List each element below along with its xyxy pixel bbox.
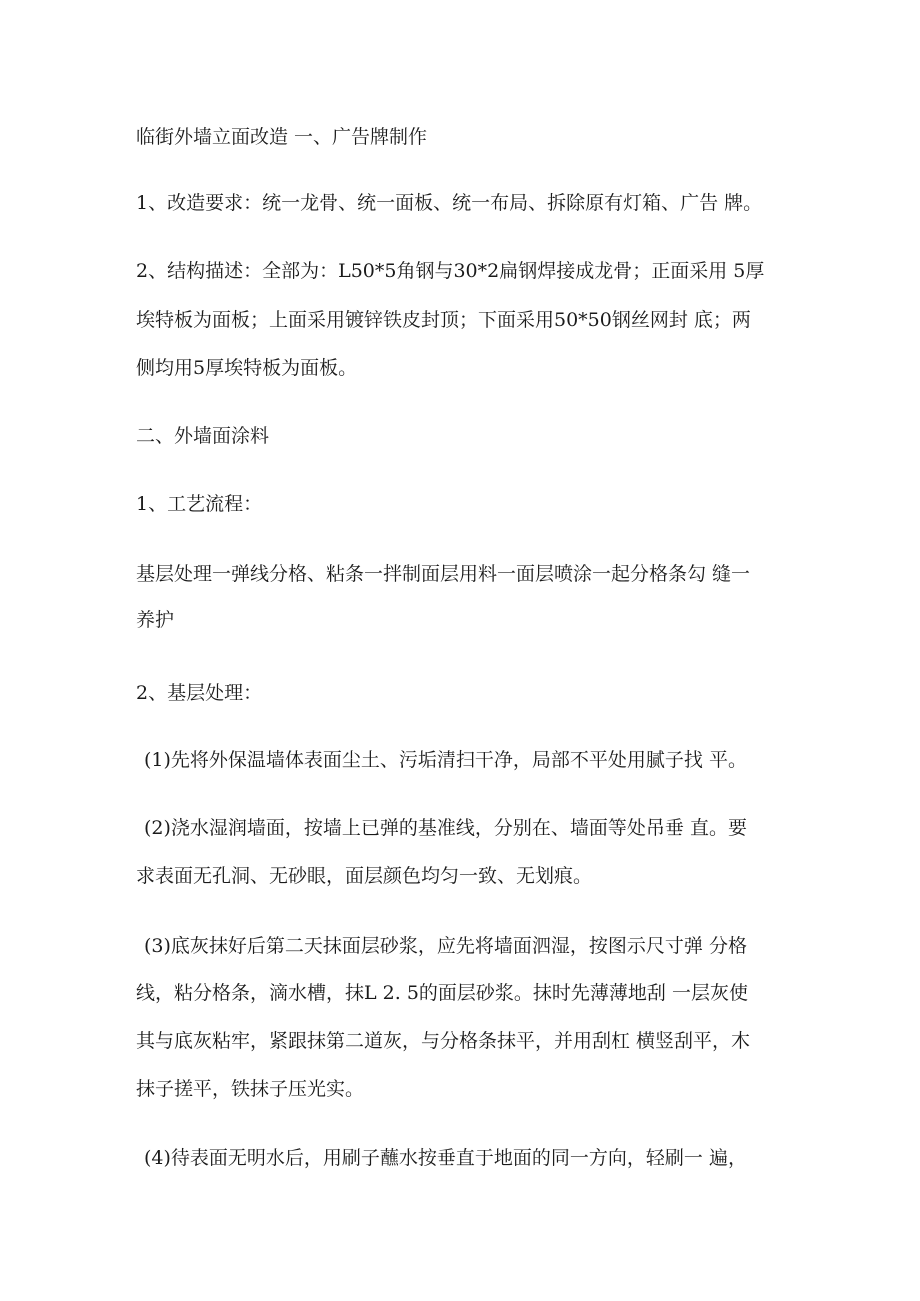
paragraph-line: 求表面无孔洞、无砂眼，面层颜色均匀一致、无划痕。	[136, 865, 593, 887]
section-heading-line: 二、外墙面涂料	[136, 425, 270, 447]
paragraph-line: (4)待表面无明水后，用刷子蘸水按垂直于地面的同一方向，轻刷一 遍，	[144, 1147, 747, 1169]
paragraph-line: 1、工艺流程：	[136, 493, 263, 515]
paragraph-line: 1、改造要求：统一龙骨、统一面板、统一布局、拆除原有灯箱、广告 牌。	[136, 192, 763, 214]
paragraph-line: 2、基层处理：	[136, 682, 263, 704]
paragraph-line: 线，粘分格条，滴水槽，抹L 2. 5的面层砂浆。抹时先薄薄地刮 一层灰使	[136, 982, 748, 1004]
heading-line: 临街外墙立面改造 一、广告牌制作	[136, 126, 428, 148]
paragraph-line: 埃特板为面板；上面采用镀锌铁皮封顶；下面采用50*50钢丝网封 底；两	[136, 309, 751, 331]
paragraph-line: 养护	[136, 609, 175, 631]
paragraph-line: 其与底灰粘牢，紧跟抹第二道灰，与分格条抹平，并用刮杠 横竖刮平，木	[136, 1030, 751, 1052]
paragraph-line: (3)底灰抹好后第二天抹面层砂浆，应先将墙面泗湿，按图示尺寸弹 分格	[144, 935, 747, 957]
paragraph-line: 2、结构描述：全部为：L50*5角钢与30*2扁钢焊接成龙骨；正面采用 5厚	[136, 260, 765, 282]
paragraph-line: 侧均用5厚埃特板为面板。	[136, 357, 358, 379]
paragraph-line: (2)浇水湿润墙面，按墙上已弹的基准线，分别在、墙面等处吊垂 直。要	[144, 817, 747, 839]
paragraph-line: 抹子搓平，铁抹子压光实。	[136, 1078, 365, 1100]
paragraph-line: (1)先将外保温墙体表面尘土、污垢清扫干净，局部不平处用腻子找 平。	[144, 749, 747, 771]
paragraph-line: 基层处理一弹线分格、粘条一拌制面层用料一面层喷涂一起分格条勾 缝一	[136, 563, 751, 585]
